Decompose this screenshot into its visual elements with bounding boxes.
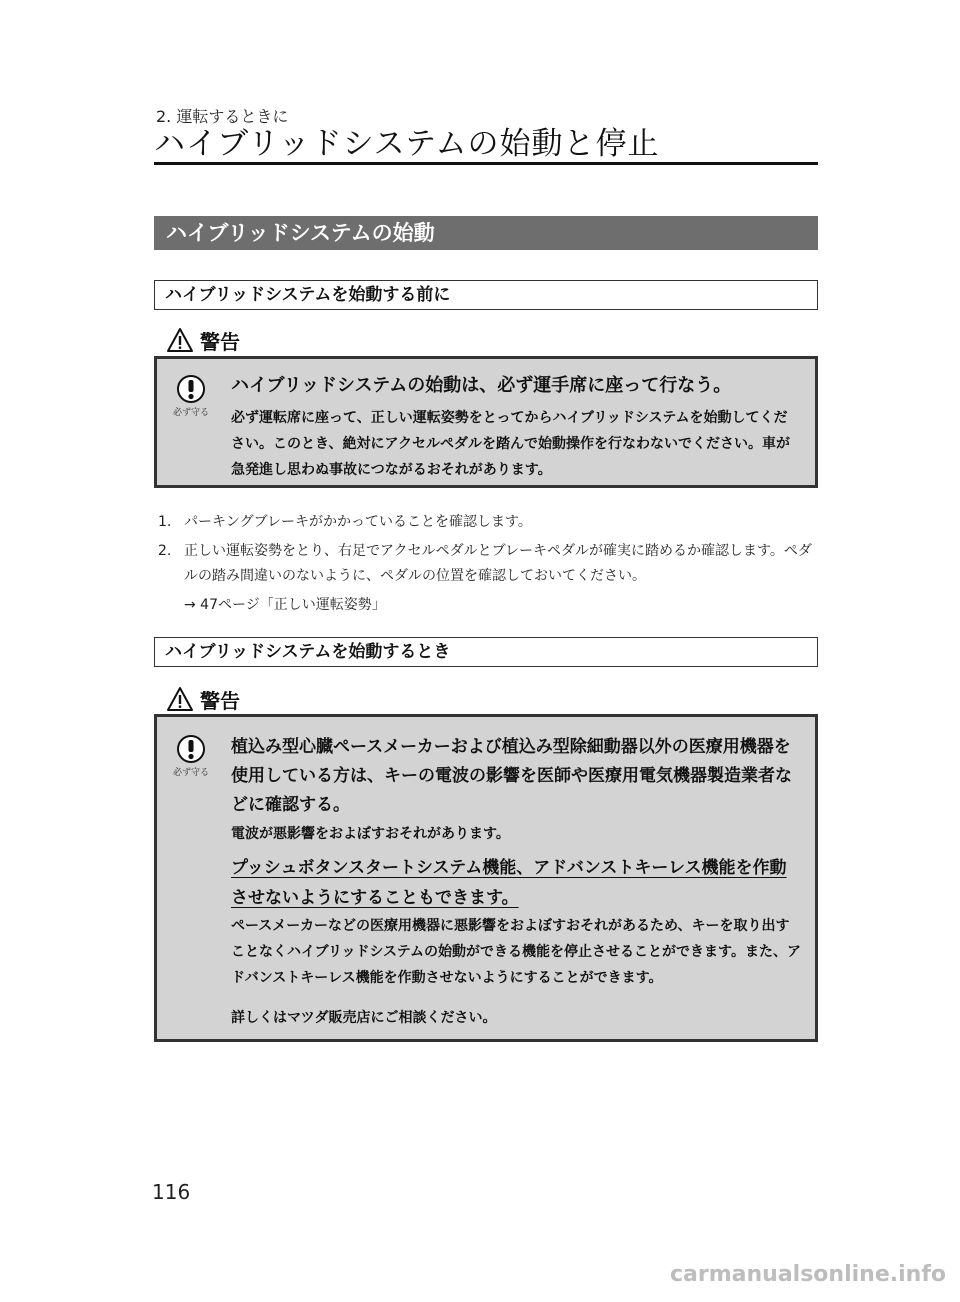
warning-box-before-start <box>154 356 818 488</box>
must-follow-badge <box>169 375 213 418</box>
watermark: carmanualsonline.info <box>670 1262 946 1287</box>
warning-label: 警告 <box>200 688 240 713</box>
must-follow-caption: 必ず守る <box>172 768 209 778</box>
step-item <box>158 510 818 535</box>
warning-detail-text: 電波が悪影響をおよぼすおそれがあります。 <box>231 826 510 842</box>
exclamation-circle-icon <box>177 735 205 763</box>
must-follow-badge <box>169 735 213 778</box>
page-title: ハイブリッドシステムの始動と停止 <box>154 126 660 162</box>
must-follow-caption: 必ず守る <box>172 408 209 418</box>
warning-header <box>166 325 240 355</box>
warning-main-text: 植込み型心臓ペースメーカーおよび植込み型除細動器以外の医療用機器を使用している方は、キーの電波の影響を医師や医療用電気機器製造業者などに確認する。 <box>231 737 792 815</box>
warning-main-text-underlined: プッシュボタンスタートシステム機能、アドバンストキーレス機能を作動させないようにすることもできます。 <box>231 858 787 908</box>
page-number: 116 <box>152 1180 191 1204</box>
exclamation-circle-icon <box>177 375 205 403</box>
step-text: 正しい運転姿勢をとり、右足でアクセルペダルとブレーキペダルが確実に踏めるか確認します。ペダルの踏み間違いのないように、ペダルの位置を確認しておいてください。 <box>184 543 812 584</box>
page-reference-link[interactable]: → 47ページ「正しい運転姿勢」 <box>184 597 386 613</box>
warning-label: 警告 <box>200 329 240 354</box>
step-text: パーキングブレーキがかかっていることを確認します。 <box>184 514 532 530</box>
chapter-label: 2. 運転するときに <box>156 107 289 126</box>
warning-detail-text: ペースメーカーなどの医療用機器に悪影響をおよぼすおそれがあるため、キーを取り出すことなくハイブリッドシステムの始動ができる機能を停止させることができます。また、アドバンストキーレス機能を作動させないようにすることができます。 <box>231 918 801 986</box>
warning-triangle-icon <box>166 327 194 353</box>
subsection-heading-when-start: ハイブリッドシステムを始動するとき <box>154 637 818 667</box>
step-number: 2. <box>158 543 172 559</box>
warning-header <box>166 684 240 714</box>
section-heading: ハイブリッドシステムの始動 <box>154 216 818 250</box>
title-divider <box>154 162 818 165</box>
warning-detail-text: 必ず運転席に座って、正しい運転姿勢をとってからハイブリッドシステムを始動してください。このとき、絶対にアクセルペダルを踏んで始動操作を行なわないでください。車が急発進し思わぬ事故につながるおそれがあります。 <box>231 410 791 478</box>
step-item <box>158 539 818 589</box>
subsection-heading-before-start: ハイブリッドシステムを始動する前に <box>154 280 818 310</box>
warning-triangle-icon <box>166 686 194 712</box>
warning-box-when-start <box>154 714 818 1042</box>
warning-contact-text: 詳しくはマツダ販売店にご相談ください。 <box>231 1010 497 1026</box>
warning-main-text: ハイブリッドシステムの始動は、必ず運手席に座って行なう。 <box>231 375 732 396</box>
step-number: 1. <box>158 514 172 530</box>
procedure-steps <box>158 510 818 618</box>
